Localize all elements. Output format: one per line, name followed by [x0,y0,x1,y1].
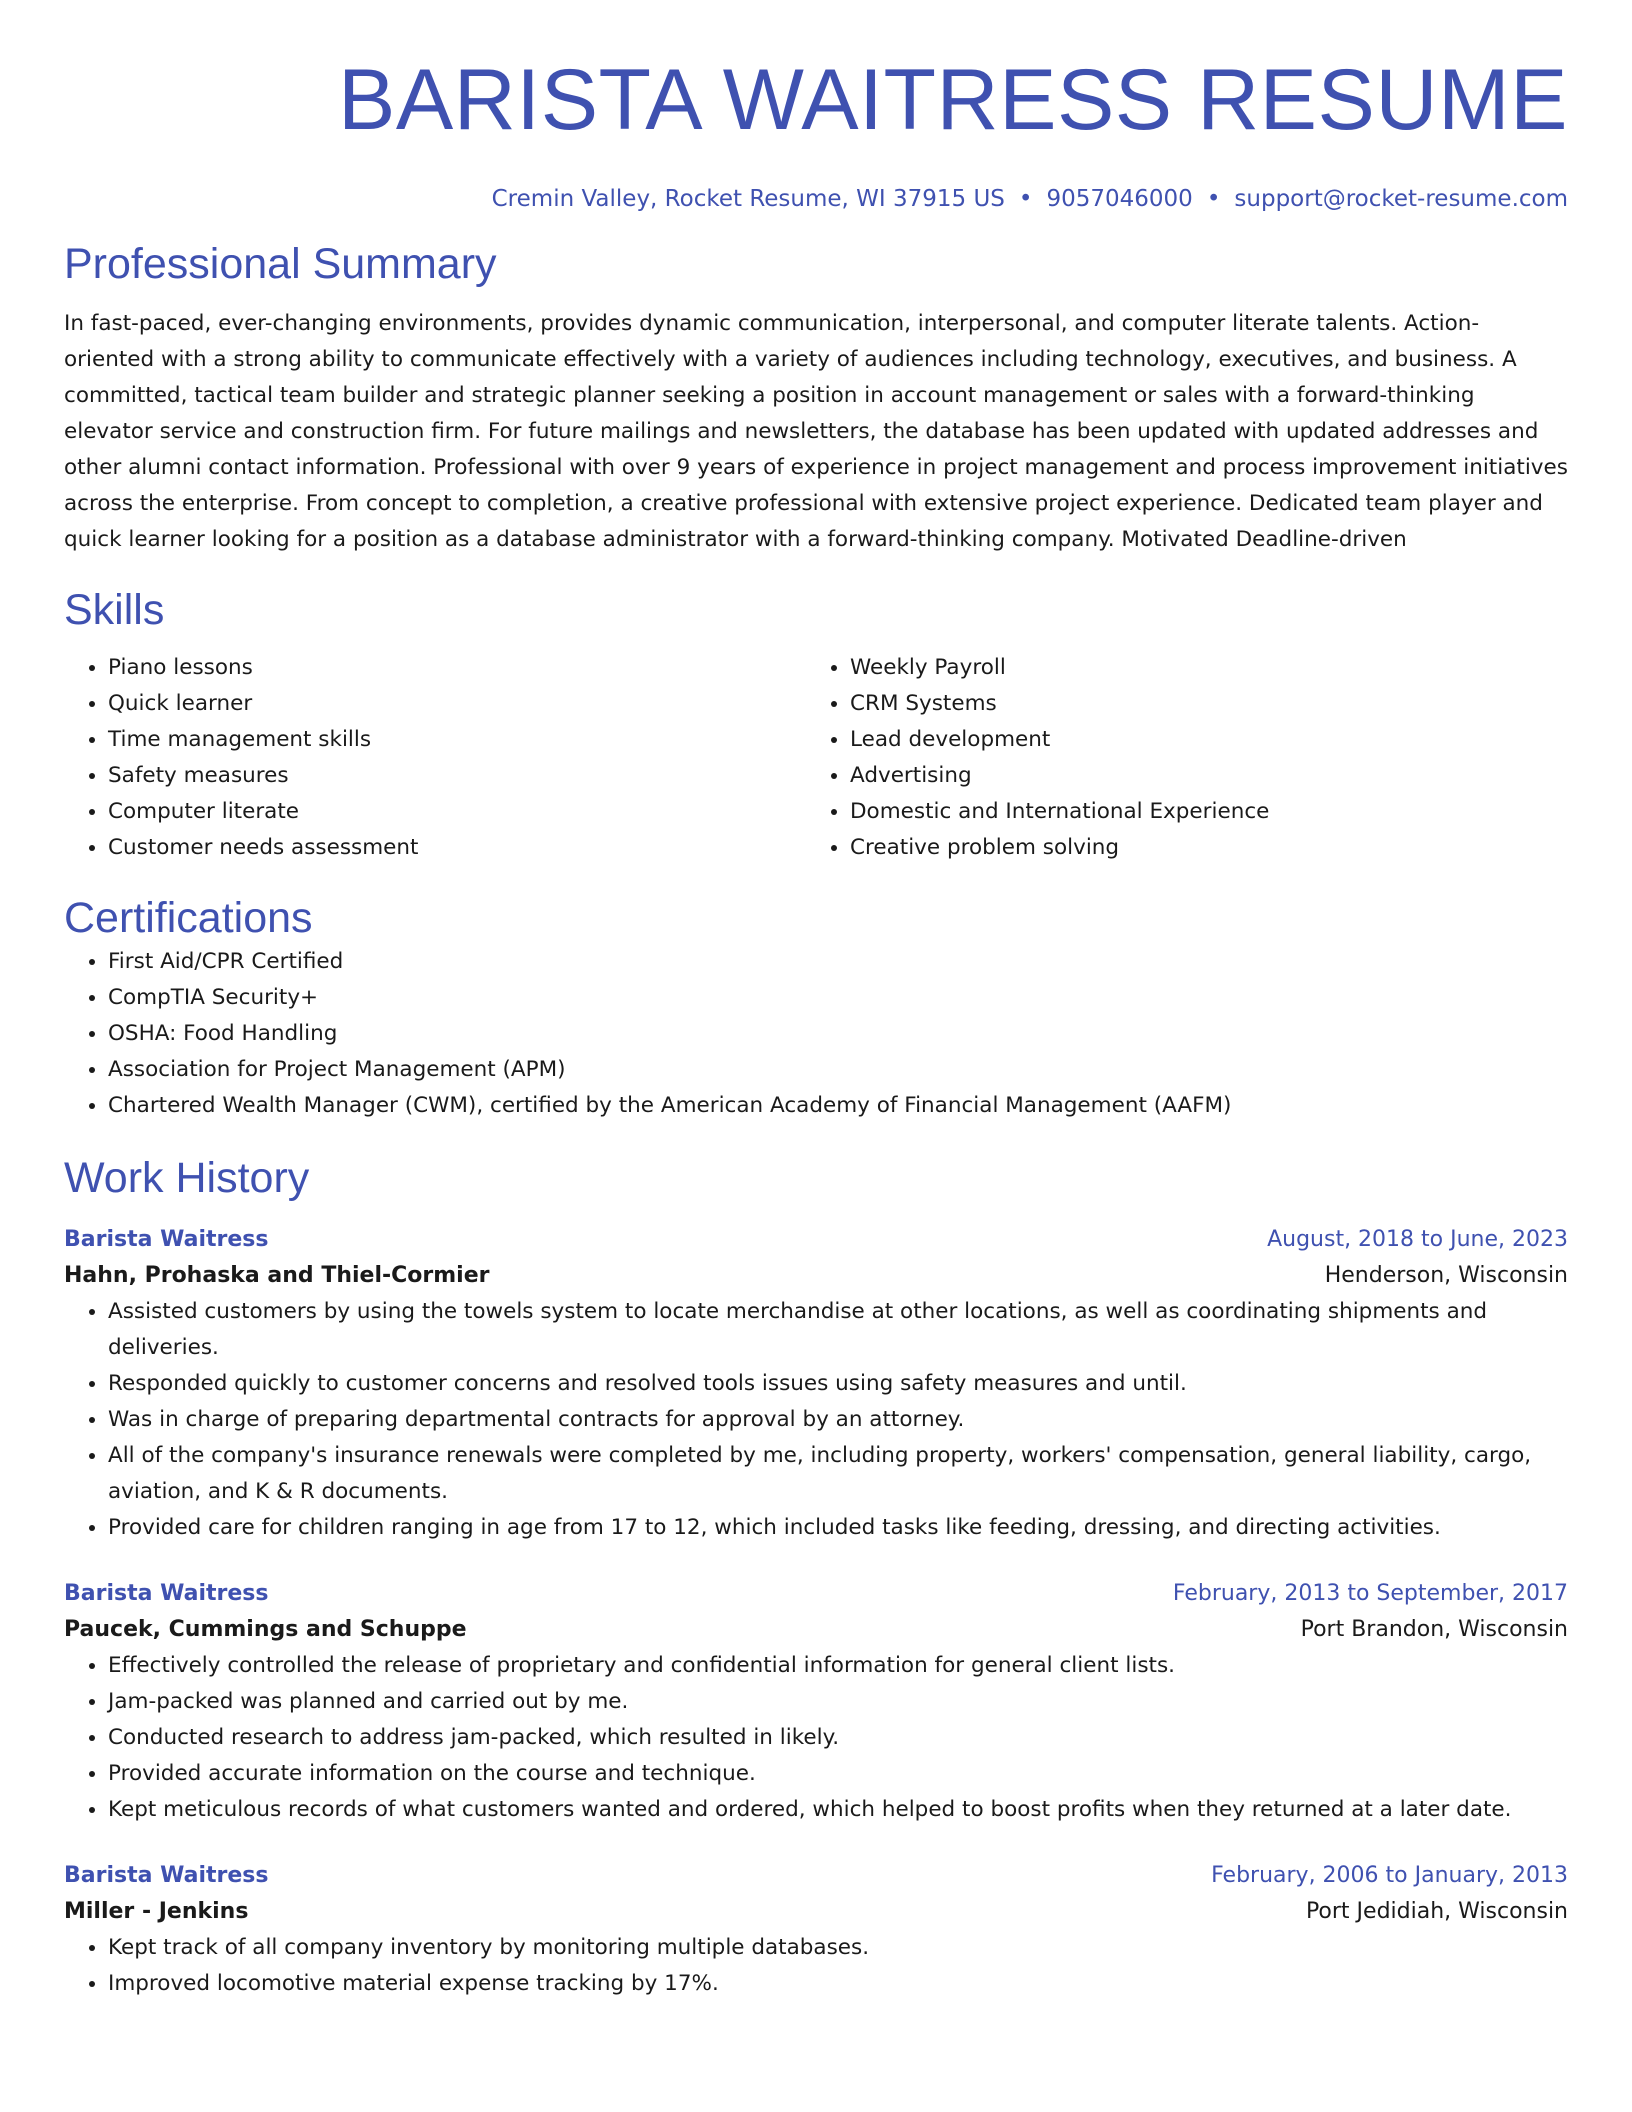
skills-list-right [806,650,1548,866]
job-bullet: • Jam-packed was planned and carried out by me. [108,1684,1568,1720]
skills-heading: Skills [64,586,165,634]
summary-text: In fast-paced, ever-changing environments, provides dynamic communication, interpersonal, and computer literate talents. Action-oriented with a strong ability to communicate effectively with a variety of audiences including technology, executives, and business. A committed, tactical team builder and strategic planner seeking a position in account management or sales with a forward-thinking elevator service and construction firm. For future mailings and newsletters, the database has been updated with updated addresses and other alumni contact information. Professional with over 9 years of experience in project management and process improvement initiatives across the enterprise. From concept to completion, a creative professional with extensive project experience. Dedicated team player and quick learner looking for a position as a database administrator with a forward-thinking company. Motivated Deadline-driven [64,311,1568,552]
job-entry [64,1222,1568,1546]
job-company: Paucek, Cummings and Schuppe [64,1617,467,1642]
job-company-row [64,1894,1568,1930]
job-bullet: • Kept meticulous records of what customers wanted and ordered, which helped to boost profits when they returned at a later date. [108,1792,1568,1828]
skill-item: • Advertising [850,758,1548,794]
certification-item: • OSHA: Food Handling [108,1016,1568,1052]
skill-item: • Customer needs assessment [108,830,806,866]
contact-phone: 9057046000 [1046,186,1193,212]
contact-line [64,184,1568,214]
job-bullet-list [64,1648,1568,1828]
job-bullet: • Effectively controlled the release of proprietary and confidential information for general client lists. [108,1648,1568,1684]
certifications-heading: Certifications [64,894,313,942]
job-location: Henderson, Wisconsin [1324,1263,1568,1288]
skills-columns [64,650,1568,866]
summary-heading: Professional Summary [64,240,497,288]
job-dates: February, 2006 to January, 2013 [1211,1863,1568,1888]
job-company: Hahn, Prohaska and Thiel-Cormier [64,1263,490,1288]
job-bullet: • Conducted research to address jam-packed, which resulted in likely. [108,1720,1568,1756]
job-dates: August, 2018 to June, 2023 [1267,1227,1568,1252]
skill-item: • Safety measures [108,758,806,794]
resume-header [64,0,1568,214]
job-bullet: • Responded quickly to customer concerns and resolved tools issues using safety measures and until. [108,1366,1568,1402]
job-location: Port Jedidiah, Wisconsin [1305,1899,1568,1924]
skill-item: • CRM Systems [850,686,1548,722]
work-history-heading: Work History [64,1154,310,1202]
resume-name: BARISTA WAITRESS RESUME [337,52,1568,148]
certification-item: • First Aid/CPR Certified [108,944,1568,980]
job-title: Barista Waitress [64,1581,269,1606]
job-header-row [64,1576,1568,1612]
skill-item: • Creative problem solving [850,830,1548,866]
skill-item: • Domestic and International Experience [850,794,1548,830]
job-dates: February, 2013 to September, 2017 [1172,1581,1568,1606]
job-bullet-list [64,1930,1568,2002]
contact-address: Cremin Valley, Rocket Resume, WI 37915 US [491,186,1005,212]
contact-separator: • [1206,186,1221,212]
job-bullet: • Improved locomotive material expense tracking by 17%. [108,1966,1568,2002]
job-company-row [64,1612,1568,1648]
contact-separator: • [1018,186,1033,212]
job-entry [64,1858,1568,2002]
job-title: Barista Waitress [64,1227,269,1252]
job-entry [64,1576,1568,1828]
skill-item: • Quick learner [108,686,806,722]
job-bullet: • Was in charge of preparing departmental contracts for approval by an attorney. [108,1402,1568,1438]
certification-item: • Association for Project Management (APM) [108,1052,1568,1088]
skill-item: • Weekly Payroll [850,650,1548,686]
job-bullet-list [64,1294,1568,1546]
job-bullet: • All of the company's insurance renewals were completed by me, including property, workers' compensation, general liability, cargo, aviation, and K & R documents. [108,1438,1568,1510]
job-company: Miller - Jenkins [64,1899,249,1924]
job-bullet: • Assisted customers by using the towels system to locate merchandise at other locations, as well as coordinating shipments and deliveries. [108,1294,1568,1366]
certification-item: • CompTIA Security+ [108,980,1568,1016]
job-company-row [64,1258,1568,1294]
skill-item: • Lead development [850,722,1548,758]
skill-item: • Piano lessons [108,650,806,686]
skill-item: • Time management skills [108,722,806,758]
certification-item: • Chartered Wealth Manager (CWM), certified by the American Academy of Financial Management (AAFM) [108,1088,1568,1124]
certifications-list [64,944,1568,1124]
job-bullet: • Provided accurate information on the course and technique. [108,1756,1568,1792]
job-bullet: • Kept track of all company inventory by monitoring multiple databases. [108,1930,1568,1966]
skill-item: • Computer literate [108,794,806,830]
skills-list-left [64,650,806,866]
job-header-row [64,1222,1568,1258]
job-title: Barista Waitress [64,1863,269,1888]
contact-email: support@rocket-resume.com [1234,186,1568,212]
job-bullet: • Provided care for children ranging in age from 17 to 12, which included tasks like feeding, dressing, and directing activities. [108,1510,1568,1546]
job-header-row [64,1858,1568,1894]
job-location: Port Brandon, Wisconsin [1300,1617,1568,1642]
